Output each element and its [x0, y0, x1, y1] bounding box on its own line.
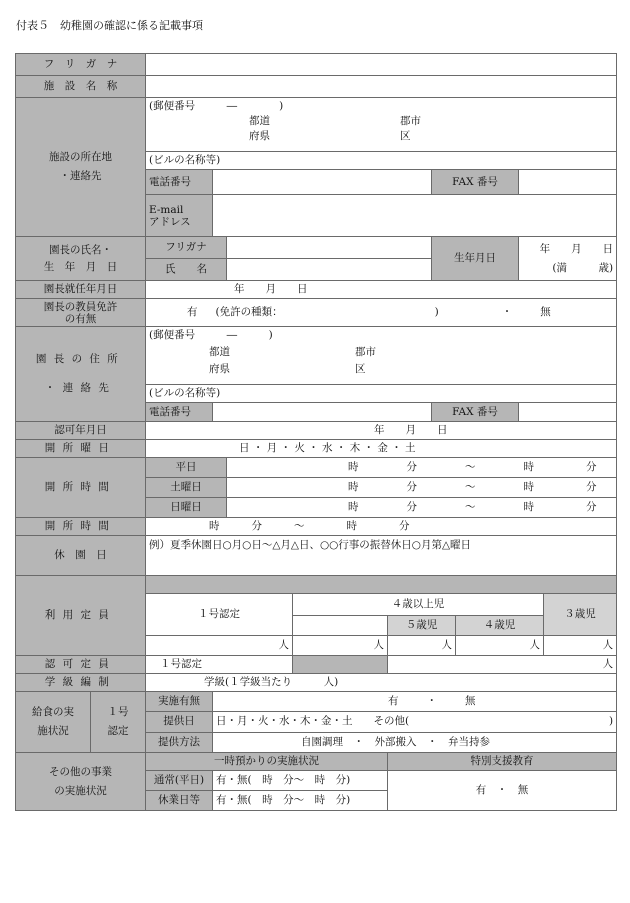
- special-ed-field[interactable]: 有 ・ 無: [388, 771, 617, 811]
- director-address-label-line1: 園長の住所: [35, 353, 126, 365]
- meals-label-line2: 施状況: [37, 725, 69, 737]
- meals-impl-label: 実施有無: [146, 692, 213, 712]
- email-label: [146, 195, 213, 237]
- other-label-line1: その他の事業: [49, 765, 112, 778]
- saturday-m1: 分: [406, 481, 417, 493]
- holidays-label: 休 園 日: [16, 536, 146, 576]
- weekday-hours-field[interactable]: [227, 458, 617, 478]
- classes-field[interactable]: [146, 674, 617, 692]
- approved-capacity-type1: １号認定: [146, 656, 293, 674]
- director-building-field[interactable]: (ビルの名称等): [146, 385, 617, 403]
- temp-holiday-label: 休業日等: [146, 791, 213, 811]
- director-tel-field[interactable]: [213, 403, 432, 422]
- capacity-age4-field[interactable]: 人: [456, 636, 544, 656]
- open-hours2-field[interactable]: [146, 518, 617, 536]
- director-address-label: [16, 327, 146, 422]
- director-postal-text: (郵便番号 ― ): [149, 329, 273, 341]
- director-address-field[interactable]: [146, 327, 617, 385]
- weekday-label: 平日: [146, 458, 227, 478]
- director-tel-label: 電話番号: [146, 403, 213, 422]
- approved-capacity-shade: [293, 656, 388, 674]
- weekday-m1: 分: [406, 461, 417, 473]
- meals-impl-field[interactable]: [213, 692, 617, 712]
- postal-code-text: (郵便番号 ― ): [149, 100, 284, 112]
- license-close: ): [434, 306, 439, 318]
- capacity-type1-label: １号認定: [146, 594, 293, 636]
- meals-label-left: [16, 692, 91, 752]
- meals-method-label: 提供方法: [146, 732, 213, 752]
- weekday-h2: 時: [523, 461, 534, 473]
- building-field[interactable]: (ビルの名称等): [146, 152, 617, 170]
- sunday-m2: 分: [586, 501, 597, 513]
- meals-impl-yes: 有: [388, 695, 399, 708]
- meals-method-value: 自園調理 ・ 外部搬入 ・ 弁当持参: [301, 735, 490, 748]
- capacity-type1-field[interactable]: 人: [146, 636, 293, 656]
- meals-label-line1: 給食の実: [32, 706, 74, 718]
- other-label-line2: の実施状況: [54, 784, 107, 797]
- birthdate-ymd: 年 月 日: [539, 242, 614, 255]
- open-hours2-m1: 分: [251, 520, 262, 532]
- capacity-header-bar: [146, 576, 617, 594]
- saturday-h2: 時: [523, 481, 534, 493]
- email-field[interactable]: [213, 195, 617, 237]
- weekday-m2: 分: [586, 461, 597, 473]
- meals-label-right: [91, 706, 145, 738]
- weekday-h1: 時: [348, 461, 359, 473]
- director-furigana-field[interactable]: [227, 237, 432, 259]
- director-city-text-1: 郡市: [355, 346, 376, 358]
- open-hours-label: 開所時間: [16, 458, 146, 518]
- approval-label: 認可年月日: [16, 422, 146, 440]
- approved-capacity-label: 認可定員: [16, 656, 146, 674]
- approval-value: 年 月 日: [374, 424, 448, 436]
- director-label-line2: 生 年 月 日: [43, 260, 118, 273]
- license-yes: 有: [187, 306, 198, 318]
- director-address-label-line2: ・連絡先: [44, 382, 117, 394]
- open-days-value: 日 ・ 月 ・ 火 ・ 水 ・ 木 ・ 金 ・ 土: [239, 442, 416, 454]
- license-label-line1: 園長の教員免許: [43, 300, 118, 313]
- capacity-over4-sub: [293, 616, 388, 636]
- director-furigana-label: フリガナ: [146, 237, 227, 259]
- director-fax-label: FAX 番号: [432, 403, 519, 422]
- classes-label: 学級編制: [16, 674, 146, 692]
- sunday-label: 日曜日: [146, 498, 227, 518]
- capacity-over4-field[interactable]: 人: [293, 636, 388, 656]
- pref-text-1: 都道: [249, 115, 270, 127]
- license-no: 無: [540, 306, 551, 318]
- holidays-field[interactable]: [146, 536, 617, 576]
- open-hours2-m2: 分: [399, 520, 410, 532]
- sunday-tilde: ～: [465, 501, 476, 513]
- saturday-h1: 時: [348, 481, 359, 493]
- meals-days-close: ): [609, 715, 614, 728]
- license-kind: (免許の種類：: [215, 306, 283, 318]
- license-label-line2: の有無: [64, 312, 97, 325]
- special-ed-header: 特別支援教育: [388, 753, 617, 771]
- open-days-label: 開所曜日: [16, 440, 146, 458]
- capacity-age5-label: ５歳児: [388, 616, 456, 636]
- director-pref-text-1: 都道: [209, 346, 230, 358]
- temp-holiday-field[interactable]: 有・無( 時 分～ 時 分): [213, 791, 388, 811]
- capacity-age3-field[interactable]: 人: [544, 636, 617, 656]
- director-name-field[interactable]: [227, 259, 432, 281]
- open-hours2-h2: 時: [346, 520, 357, 532]
- address-label: [16, 98, 146, 237]
- saturday-m2: 分: [586, 481, 597, 493]
- approved-capacity-field[interactable]: 人: [388, 656, 617, 674]
- sunday-h2: 時: [523, 501, 534, 513]
- page-title: 付表５ 幼稚園の確認に係る記載事項: [16, 19, 203, 32]
- email-label-line1: E-mail: [149, 203, 184, 216]
- meals-days-value: 日・月・火・水・木・金・土 その他(: [216, 715, 410, 728]
- facility-name-label: 施 設 名 称: [16, 76, 146, 98]
- saturday-label: 土曜日: [146, 478, 227, 498]
- fax-label: FAX 番号: [432, 170, 519, 195]
- tel-label: 電話番号: [146, 170, 213, 195]
- open-hours2-label: 開所時間: [16, 518, 146, 536]
- appointed-label: 園長就任年月日: [16, 281, 146, 299]
- capacity-label: 利用定員: [16, 576, 146, 656]
- address-label-line2: ・連絡先: [59, 170, 102, 182]
- capacity-age4-label: ４歳児: [456, 616, 544, 636]
- director-city-text-2: 区: [355, 363, 366, 375]
- address-field[interactable]: [146, 98, 617, 152]
- meals-impl-dot: ・: [426, 695, 437, 708]
- director-fax-field[interactable]: [519, 403, 617, 422]
- meals-impl-no: 無: [465, 695, 476, 708]
- sunday-h1: 時: [348, 501, 359, 513]
- holidays-example: 例）夏季休園日○月○日～△月△日、○○行事の振替休日○月第△曜日: [149, 539, 472, 551]
- city-text-1: 郡市: [400, 115, 421, 127]
- email-label-line2: アドレス: [149, 215, 191, 228]
- furigana-field[interactable]: [146, 54, 617, 76]
- meals-days-label: 提供日: [146, 712, 213, 732]
- capacity-over4-label: ４歳以上児: [293, 594, 544, 616]
- meals-method-field[interactable]: [213, 732, 617, 752]
- tel-field[interactable]: [213, 170, 432, 195]
- saturday-hours-field[interactable]: [227, 478, 617, 498]
- license-label: [16, 299, 146, 327]
- form-table: [15, 53, 617, 811]
- director-label: [16, 237, 146, 281]
- license-field[interactable]: [146, 299, 617, 327]
- temp-weekday-label: 通常(平日): [146, 771, 213, 791]
- sunday-m1: 分: [406, 501, 417, 513]
- birthdate-field[interactable]: [519, 237, 617, 281]
- director-label-line1: 園長の氏名・: [49, 243, 112, 256]
- fax-field[interactable]: [519, 170, 617, 195]
- classes-value: 学級(１学級当たり 人): [204, 676, 339, 688]
- director-name-label: 氏 名: [146, 259, 227, 281]
- pref-text-2: 府県: [249, 130, 270, 142]
- capacity-age3-label: ３歳児: [544, 594, 617, 636]
- sunday-hours-field[interactable]: [227, 498, 617, 518]
- age-text: (満 歳): [552, 261, 614, 274]
- temp-weekday-field[interactable]: 有・無( 時 分～ 時 分): [213, 771, 388, 791]
- open-hours2-tilde: ～: [294, 520, 305, 532]
- other-label: [16, 753, 146, 811]
- meals-days-field[interactable]: [213, 712, 617, 732]
- meals-type-line1: １号: [107, 706, 129, 718]
- open-days-field[interactable]: [146, 440, 617, 458]
- license-dot: ・: [501, 306, 513, 318]
- temp-care-header: 一時預かりの実施状況: [146, 753, 388, 771]
- approval-field[interactable]: [146, 422, 617, 440]
- meals-label: [16, 692, 146, 753]
- appointed-value: 年 月 日: [234, 283, 308, 295]
- saturday-tilde: ～: [465, 481, 476, 493]
- form-table-container: [15, 53, 617, 811]
- weekday-tilde: ～: [465, 461, 476, 473]
- open-hours2-h1: 時: [209, 520, 220, 532]
- appointed-field[interactable]: [146, 281, 617, 299]
- meals-type-line2: 認定: [107, 725, 129, 737]
- capacity-age5-field[interactable]: 人: [388, 636, 456, 656]
- city-text-2: 区: [400, 130, 411, 142]
- director-pref-text-2: 府県: [209, 363, 230, 375]
- furigana-label: フ リ ガ ナ: [16, 54, 146, 76]
- address-label-line1: 施設の所在地: [49, 151, 112, 163]
- birthdate-label: 生年月日: [432, 237, 519, 281]
- facility-name-field[interactable]: [146, 76, 617, 98]
